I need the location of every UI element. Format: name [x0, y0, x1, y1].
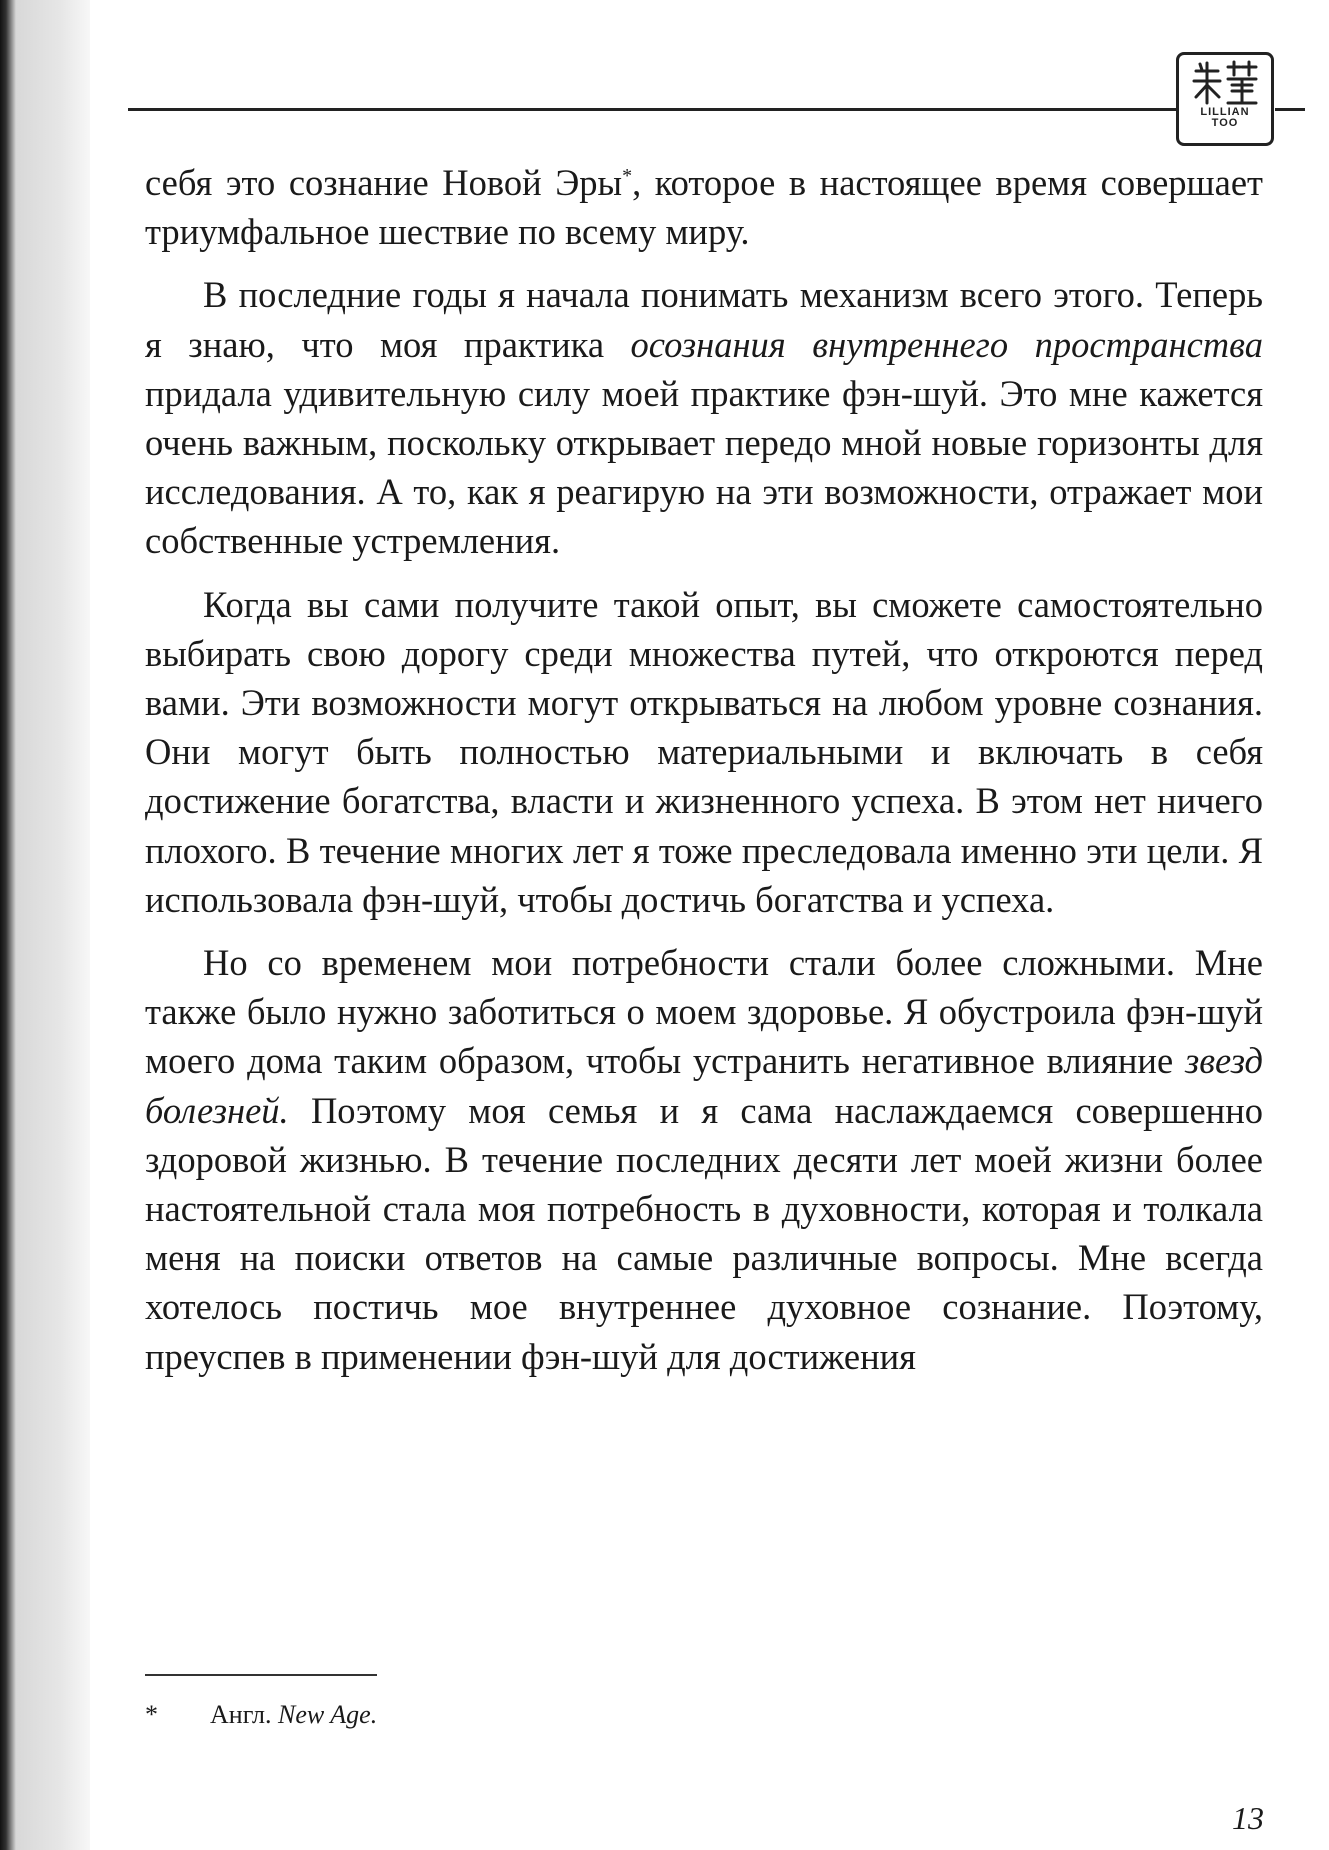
logo-label-line1: LILLIAN: [1200, 106, 1250, 118]
paragraph-text: Поэтому моя семья и я сама наслаждаемся совершенно здоровой жизнью. В течение последних десяти лет моей жизни более настоятельной стала моя потребность в духовности, которая и толкала меня на поиски ответов на самые различные вопросы. Мне всегда хотелось постичь мое внутреннее духовное сознание. Поэтому, преуспев в применении фэн-шуй для достижения: [145, 1089, 1263, 1377]
page-number: 13: [1232, 1800, 1264, 1836]
paragraph: [145, 938, 1263, 1381]
italic-phrase: осознания внутреннего пространства: [630, 323, 1264, 365]
footnote-prefix: Англ.: [210, 1700, 279, 1729]
paragraph-text: , которое в настоящее время совершает триумфальное шествие по всему миру.: [145, 162, 1263, 253]
logo-label-line2: TOO: [1211, 117, 1239, 129]
paragraph-text: В последние годы я начала понимать механизм всего этого. Теперь я знаю, что моя практика: [145, 274, 1263, 365]
paragraph-text: Когда вы сами получите такой опыт, вы сможете самостоятельно выбирать свою дорогу среди множества путей, что откроются перед вами. Эти возможности могут открываться на любом уровне сознания. Они могут быть полностью материальными и включать в себя достижение богатства, власти и жизненного успеха. В этом нет ничего плохого. В течение многих лет я тоже преследовала именно эти цели. Я использовала фэн-шуй, чтобы достичь богатства и успеха.: [145, 583, 1263, 920]
paragraph-text: себя это сознание Новой Эры: [145, 162, 623, 203]
main-text-block: [145, 158, 1263, 1381]
footnote-rule: [145, 1674, 377, 1676]
paragraph: [145, 158, 1263, 256]
footnote-marker: *: [622, 164, 633, 187]
book-spine-shadow: [0, 0, 90, 1850]
footnote-marker: *: [145, 1700, 158, 1729]
paragraph: [145, 580, 1263, 924]
footnote-term: New Age.: [278, 1700, 378, 1729]
paragraph-text: придала удивительную силу моей практике фэн-шуй. Это мне кажется очень важным, поскольку открывает передо мной новые горизонты для исследования. А то, как я реагирую на эти возможности, отражает мои собственные устремления.: [145, 372, 1263, 562]
header-rule: [128, 108, 1176, 111]
footnote: [145, 1700, 377, 1730]
paragraph: [145, 270, 1263, 565]
italic-phrase: звезд болезней.: [145, 1040, 1263, 1131]
lillian-too-logo: [1176, 52, 1274, 146]
chinese-characters-seal-icon: [1190, 59, 1260, 107]
header-rule-extension: [1275, 108, 1305, 111]
paragraph-text: Но со временем мои потребности стали более сложными. Мне также было нужно заботиться о моем здоровье. Я обустроила фэн-шуй моего дома таким образом, чтобы устранить негативное влияние: [145, 942, 1263, 1082]
